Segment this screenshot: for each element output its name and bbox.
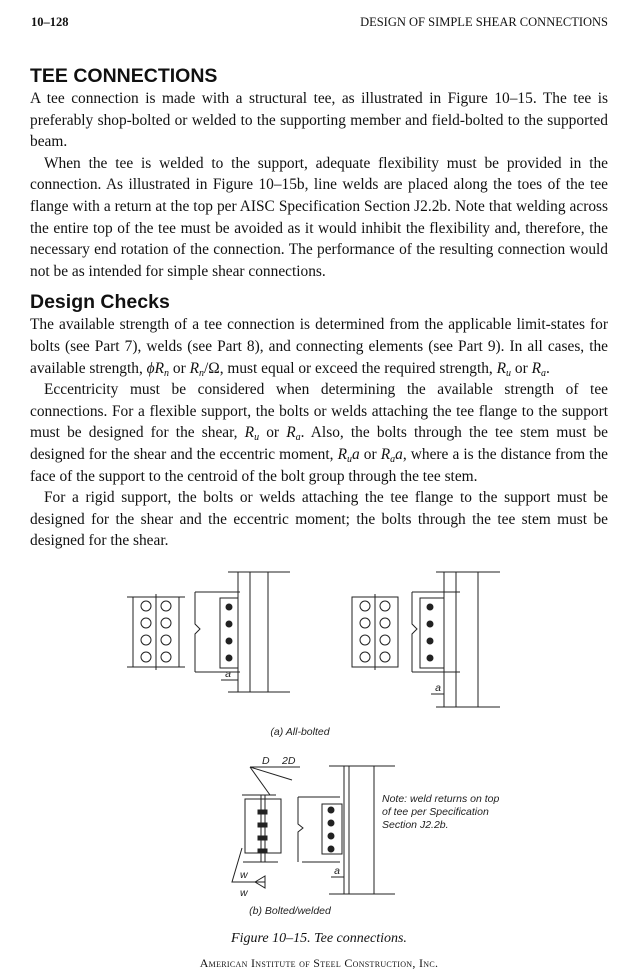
math: a	[351, 445, 360, 463]
dimension-a-label: a	[334, 864, 340, 877]
math-sub: u	[506, 367, 512, 379]
paragraph: A tee connection is made with a structural tee, as illustrated in Figure 10–15. The tee is preferably shop-bolted or welded to the supporting member and field-bolted to the supported beam.	[30, 90, 608, 151]
text: or	[511, 359, 532, 377]
paragraph	[30, 314, 608, 379]
paragraph	[30, 379, 608, 487]
weld-w-label: w	[240, 886, 248, 899]
figure-caption: Figure 10–15. Tee connections.	[231, 930, 407, 946]
page-number: 10–128	[31, 15, 69, 29]
weld-length-2D: 2D	[282, 754, 296, 767]
paragraph: When the tee is welded to the support, adequate flexibility must be provided in the connection. As illustrated in Figure 10–15b, line welds are placed along the toes of the tee flange with a return at the top per AISC Specification Section J2.2b. Note that welding across the entire top of the tee must be avoided as it would inhibit the flexibility and, therefore, the necessary end rotation of the connection. The performance of the resulting connection would not be as intended for simple shear connections.	[30, 154, 608, 280]
math: a	[395, 445, 403, 463]
math: R	[496, 359, 507, 377]
drawing-a-right	[352, 572, 500, 707]
figure-tee-connections	[0, 552, 638, 924]
section-heading-design-checks: Design Checks	[30, 291, 170, 314]
subfigure-b-label: (b) Bolted/welded	[249, 904, 331, 917]
math: R	[531, 359, 541, 377]
math: R	[337, 445, 347, 463]
text: or	[259, 424, 287, 442]
drawing-b	[232, 755, 395, 899]
note-line: Note: weld returns on top	[382, 792, 500, 805]
math-sub: a	[540, 367, 546, 379]
math-sub: n	[198, 367, 204, 379]
text: The available strength of a tee connection is determined from the applicable limit-states for bolts (see Part 7), welds (see Part 8), and connecting elements (see Part 9). In all cases, the available strength,	[30, 316, 608, 377]
page-footer: American Institute of Steel Construction, Inc.	[199, 955, 439, 970]
math-sub: a	[390, 453, 396, 465]
math: R	[286, 424, 296, 442]
drawing-a-left	[127, 572, 290, 692]
text: . Also, the bolts through the tee stem must be designed for the shear and the eccentric moment,	[30, 424, 608, 463]
text: or	[169, 359, 190, 377]
weld-note	[382, 793, 499, 831]
weld-w-label: w	[240, 868, 248, 881]
text: /Ω, must equal or exceed the required strength,	[203, 359, 497, 377]
paragraph: For a rigid support, the bolts or welds attaching the tee flange to the support must be designed for the shear and the eccentric moment; the bolts through the tee stem must be designed for the shear.	[30, 489, 608, 550]
text: or	[359, 445, 381, 463]
note-line: Section J2.2b.	[382, 818, 449, 831]
math: R	[380, 445, 391, 463]
note-line: of tee per Specification	[382, 805, 489, 818]
subfigure-a-label: (a) All-bolted	[270, 725, 330, 738]
text: .	[545, 359, 550, 377]
math: ϕR	[146, 359, 165, 377]
dimension-a-label: a	[435, 681, 441, 694]
math-sub: a	[295, 432, 301, 444]
math: R	[189, 359, 199, 377]
section-heading-tee-connections: TEE CONNECTIONS	[30, 65, 218, 87]
text: Eccentricity must be considered when determining the available strength of tee connections. For a flexible support, the bolts or welds attaching the tee flange to the support must be designed for the shear,	[30, 381, 608, 442]
text: , where a is the distance from the face of the support to the centroid of the bolt group through the tee stem.	[30, 445, 608, 485]
running-title: DESIGN OF SIMPLE SHEAR CONNECTIONS	[360, 15, 608, 29]
math: R	[244, 424, 255, 442]
dimension-a-label: a	[225, 667, 231, 680]
math-sub: n	[164, 367, 170, 379]
math-sub: u	[346, 453, 352, 465]
math-sub: u	[254, 432, 260, 444]
page-header	[30, 14, 608, 30]
weld-size-D: D	[262, 754, 270, 767]
